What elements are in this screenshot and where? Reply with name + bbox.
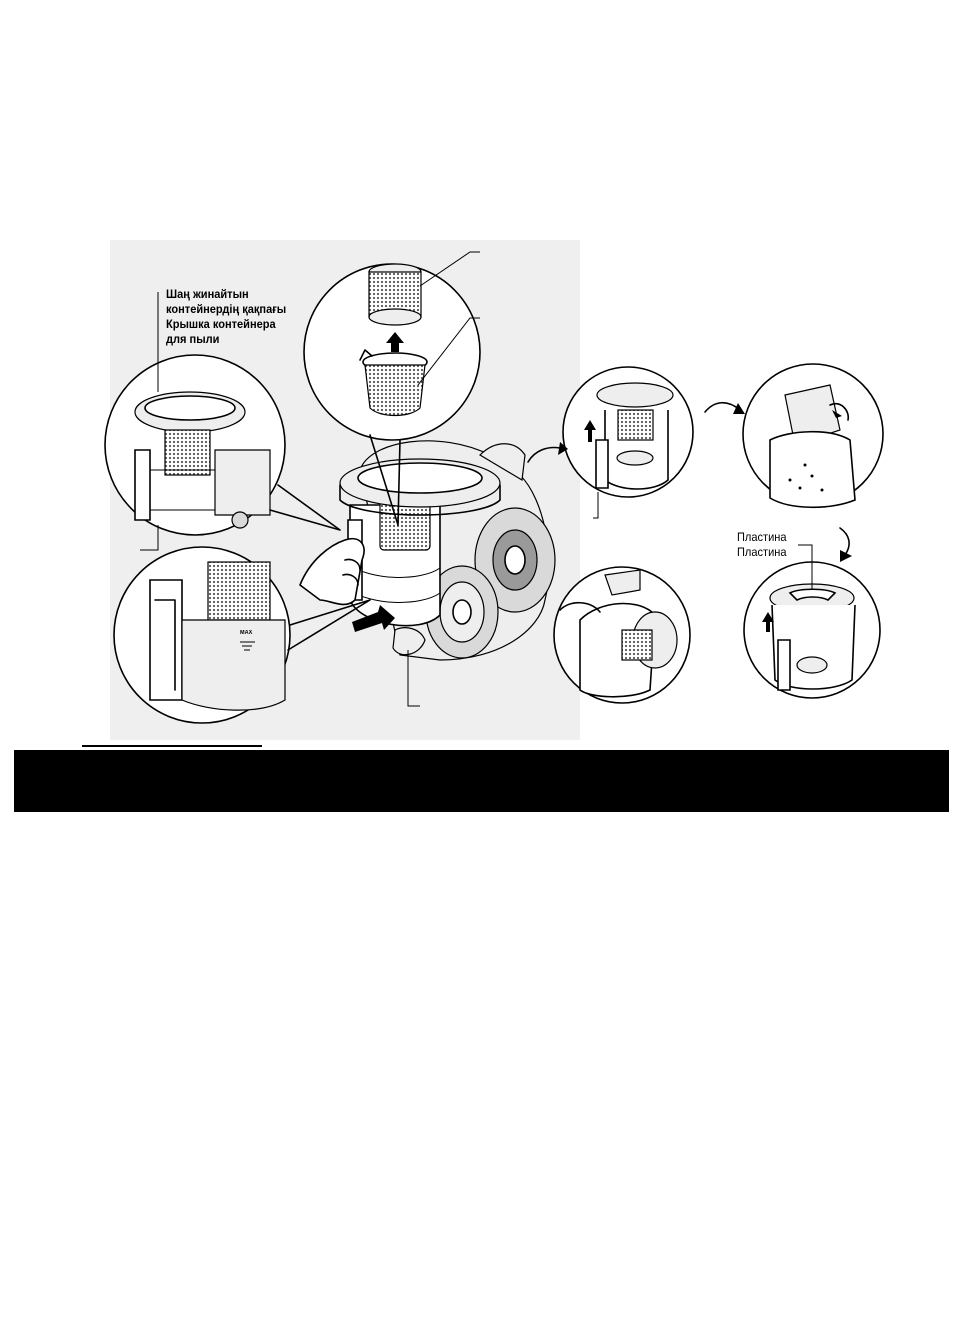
lid-label-ru-line2: для пыли: [166, 332, 220, 346]
step-plate-circle: [744, 545, 880, 698]
lid-label: [166, 287, 286, 347]
plate-label: [737, 530, 787, 560]
lid-label-kk-line2: контейнердің қақпағы: [166, 302, 287, 316]
step-open-container-circle: [563, 367, 693, 518]
step-wash-filter-circle: [554, 567, 690, 703]
black-section-bar: [14, 750, 949, 812]
lid-label-kk-line1: Шаң жинайтын: [166, 287, 249, 301]
step-empty-dust-circle: [743, 364, 883, 507]
plate-label-ru: Пластина: [737, 545, 787, 559]
plate-label-kk: Пластина: [737, 530, 787, 544]
max-mark: MAX: [240, 630, 253, 636]
lid-label-ru-line1: Крышка контейнера: [166, 317, 276, 331]
